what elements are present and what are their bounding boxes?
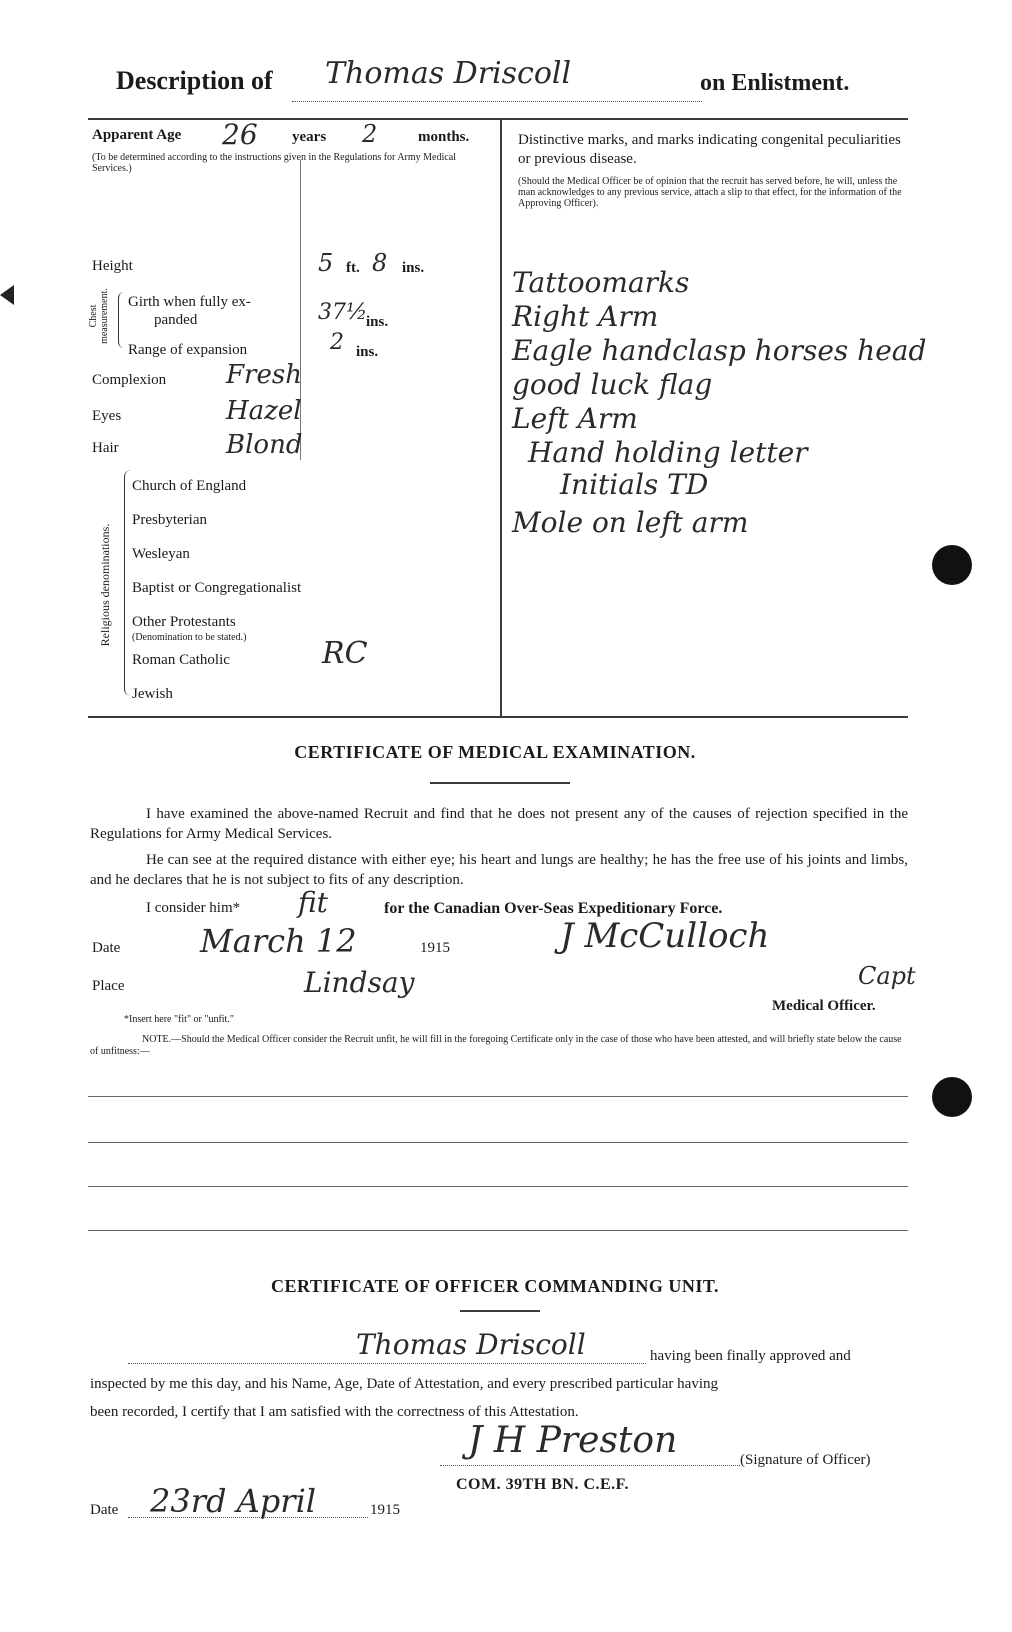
mark-entry-5: Left Arm <box>512 402 638 435</box>
consider-prefix: I consider him* <box>146 900 241 916</box>
religion-wesleyan: Wesleyan <box>132 546 190 562</box>
mark-entry-1: Tattoomarks <box>512 266 690 299</box>
commanding-date-year: 1915 <box>370 1502 400 1518</box>
girth-label-2: panded <box>154 312 198 328</box>
height-in-value: 8 <box>372 249 388 277</box>
religion-other-protestants: Other Protestants <box>132 614 236 630</box>
commanding-stamp: COM. 39TH BN. C.E.F. <box>456 1476 629 1493</box>
header-name: Thomas Driscoll <box>325 56 572 91</box>
bottom-rule <box>88 716 908 718</box>
denomination-note: (Denomination to be stated.) <box>132 632 247 643</box>
eyes-label: Eyes <box>92 408 122 424</box>
medical-para-2: He can see at the required distance with either eye; his heart and lungs are healthy; he has the free use of his joints and limbs, and he declares that he is not subject to fits of any description. <box>90 852 908 888</box>
complexion-value: Fresh <box>226 360 302 390</box>
chest-brace <box>118 292 125 348</box>
mark-entry-3: Eagle handclasp horses head <box>512 334 927 367</box>
religion-brace <box>124 470 131 696</box>
top-rule <box>88 118 908 120</box>
commanding-signature-line <box>440 1464 740 1466</box>
medical-title: CERTIFICATE OF MEDICAL EXAMINATION. <box>294 742 696 762</box>
age-label: Apparent Age <box>92 127 182 143</box>
commanding-signature: J H Preston <box>468 1420 678 1461</box>
age-note: (To be determined according to the instructions given in the Regulations for Army Medical Services.) <box>92 152 456 174</box>
punch-hole-bottom <box>932 1077 972 1117</box>
consider-suffix: for the Canadian Over-Seas Expeditionary Force. <box>384 900 723 917</box>
header-prefix: Description of <box>116 66 273 95</box>
commanding-signature-label: (Signature of Officer) <box>740 1452 871 1468</box>
commanding-title: CERTIFICATE OF OFFICER COMMANDING UNIT. <box>270 1276 720 1296</box>
medical-date-value: March 12 <box>200 922 357 960</box>
height-label: Height <box>92 258 133 274</box>
header-suffix: on Enlistment. <box>700 70 850 96</box>
mark-entry-6: Hand holding letter <box>528 436 808 469</box>
consider-value: fit <box>298 886 328 919</box>
medical-date-year: 1915 <box>420 940 450 956</box>
chest-label: Chest measurement. <box>88 288 110 344</box>
margin-mark <box>0 285 14 305</box>
medical-date-label: Date <box>92 940 121 956</box>
commanding-title-rule <box>460 1310 540 1312</box>
girth-label-1: Girth when fully ex- <box>128 294 251 310</box>
ft-label: ft. <box>346 260 360 276</box>
commanding-date-label: Date <box>90 1502 119 1518</box>
commanding-name-line <box>128 1362 646 1364</box>
religion-presbyterian: Presbyterian <box>132 512 207 528</box>
punch-hole-top <box>932 545 972 585</box>
unfitness-line-4 <box>88 1230 908 1231</box>
marks-heading: Distinctive marks, and marks indicating congenital peculiarities or previous disease. <box>518 132 901 167</box>
unfitness-line-1 <box>88 1096 908 1097</box>
hair-label: Hair <box>92 440 119 456</box>
age-months: 2 <box>362 120 378 148</box>
medical-signature: J McCulloch <box>560 916 770 956</box>
girth-value: 37½ <box>318 300 368 325</box>
commanding-date-value: 23rd April <box>150 1482 317 1520</box>
column-divider <box>500 118 502 716</box>
months-label: months. <box>418 129 470 145</box>
medical-place-label: Place <box>92 978 125 994</box>
medical-title-rule <box>430 782 570 784</box>
religion-church-of-england: Church of England <box>132 478 247 494</box>
years-label: years <box>292 129 327 145</box>
religion-roman-catholic: Roman Catholic <box>132 652 230 668</box>
mark-entry-2: Right Arm <box>512 300 659 333</box>
medical-para-1: I have examined the above-named Recruit and find that he does not present any of the causes of rejection specified in the Regulations for Army Medical Services. <box>90 806 908 842</box>
girth-ins-label: ins. <box>366 314 389 330</box>
header-name-line <box>292 100 702 102</box>
religion-baptist: Baptist or Congregationalist <box>132 580 302 596</box>
age-years: 26 <box>222 118 258 151</box>
complexion-label: Complexion <box>92 372 167 388</box>
medical-officer-label: Medical Officer. <box>772 998 876 1014</box>
range-ins-label: ins. <box>356 344 379 360</box>
religion-jewish: Jewish <box>132 686 173 702</box>
commanding-text-2: inspected by me this day, and his Name, Age, Date of Attestation, and every prescribed particular having <box>90 1376 719 1392</box>
commanding-date-line <box>128 1516 368 1518</box>
commanding-text-3: been recorded, I certify that I am satisfied with the correctness of this Attestation. <box>90 1404 579 1420</box>
commanding-name-value: Thomas Driscoll <box>356 1328 586 1361</box>
unfitness-line-3 <box>88 1186 908 1187</box>
mark-entry-8: Mole on left arm <box>512 506 749 539</box>
hair-value: Blond <box>226 430 303 460</box>
unfitness-line-2 <box>88 1142 908 1143</box>
medical-note: NOTE.—Should the Medical Officer consider the Recruit unfit, he will fill in the foregoing Certificate only in the case of those who have been attested, and will briefly state below the cause of unfitness:— <box>90 1034 902 1057</box>
insert-note: *Insert here "fit" or "unfit." <box>124 1014 234 1025</box>
eyes-value: Hazel <box>226 396 302 426</box>
height-ft-value: 5 <box>318 249 334 277</box>
range-value: 2 <box>330 330 344 355</box>
commanding-text-1: having been finally approved and <box>650 1348 851 1364</box>
range-label: Range of expansion <box>128 342 248 358</box>
medical-signature-suffix: Capt <box>858 962 916 990</box>
height-ins-label: ins. <box>402 260 425 276</box>
medical-place-value: Lindsay <box>304 966 415 999</box>
religion-value: RC <box>322 636 368 671</box>
marks-note: (Should the Medical Officer be of opinion that the recruit has served before, he will, unless the man acknowledges to any previous service, attach a slip to that effect, for the information of the Approving Officer). <box>518 176 902 209</box>
religion-label: Religious denominations. <box>98 523 112 647</box>
mark-entry-7: Initials TD <box>560 468 709 501</box>
mark-entry-4: good luck flag <box>512 368 713 401</box>
